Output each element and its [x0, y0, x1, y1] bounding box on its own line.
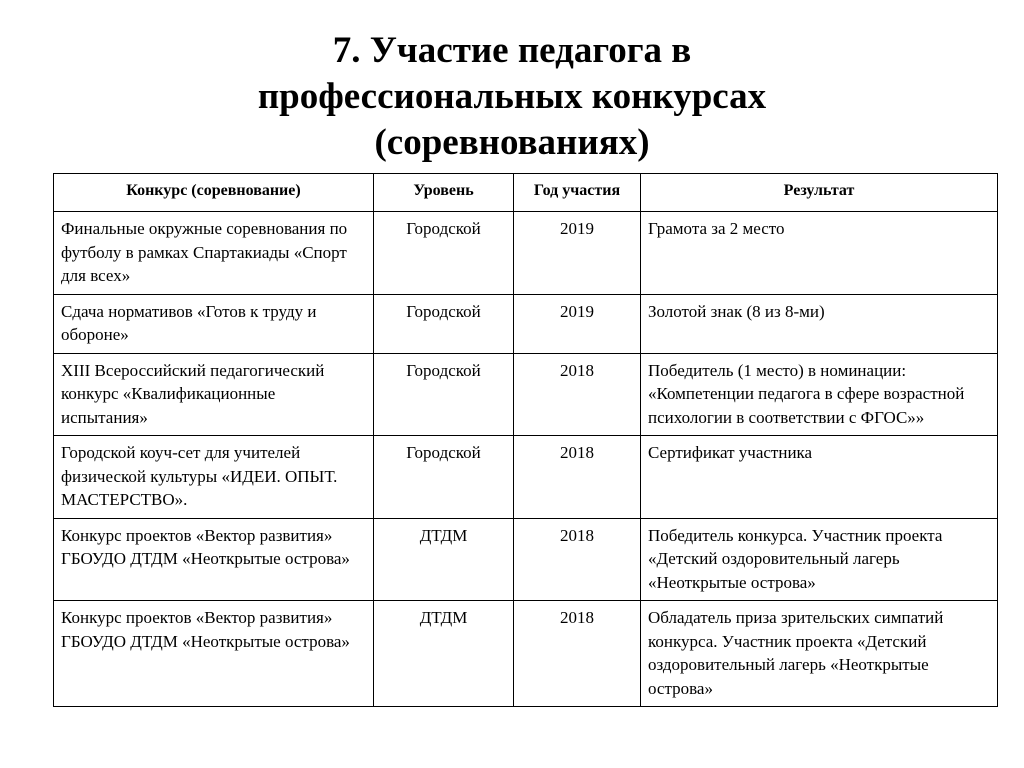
table-row: [54, 601, 998, 707]
competitions-table: [53, 173, 998, 707]
page-title: [0, 28, 1024, 166]
cell-contest: Финальные окружные соревнования по футболу в рамках Спартакиады «Спорт для всех»: [54, 212, 374, 295]
cell-year: 2018: [514, 436, 641, 519]
cell-level: Городской: [374, 353, 514, 436]
cell-level: ДТДМ: [374, 518, 514, 601]
cell-level: ДТДМ: [374, 601, 514, 707]
title-line-3: (соревнованиях): [374, 122, 650, 163]
cell-year: 2019: [514, 294, 641, 353]
cell-result: Грамота за 2 место: [641, 212, 998, 295]
header-year: Год участия: [514, 174, 641, 212]
cell-year: 2018: [514, 601, 641, 707]
header-result: Результат: [641, 174, 998, 212]
table-row: [54, 353, 998, 436]
cell-year: 2018: [514, 353, 641, 436]
table-row: [54, 518, 998, 601]
cell-result: Победитель конкурса. Участник проекта «Детский оздоровительный лагерь «Неоткрытые острова»: [641, 518, 998, 601]
cell-contest: Городской коуч-сет для учителей физической культуры «ИДЕИ. ОПЫТ. МАСТЕРСТВО».: [54, 436, 374, 519]
cell-contest: XIII Всероссийский педагогический конкурс «Квалификационные испытания»: [54, 353, 374, 436]
table-row: [54, 436, 998, 519]
cell-result: Победитель (1 место) в номинации: «Компетенции педагога в сфере возрастной психологии в соответствии с ФГОС»»: [641, 353, 998, 436]
title-line-1: 7. Участие педагога в: [332, 30, 692, 71]
cell-year: 2019: [514, 212, 641, 295]
cell-result: Сертификат участника: [641, 436, 998, 519]
cell-result: Золотой знак (8 из 8-ми): [641, 294, 998, 353]
cell-result: Обладатель приза зрительских симпатий конкурса. Участник проекта «Детский оздоровительный лагерь «Неоткрытые острова»: [641, 601, 998, 707]
cell-contest: Конкурс проектов «Вектор развития» ГБОУДО ДТДМ «Неоткрытые острова»: [54, 601, 374, 707]
table-row: [54, 212, 998, 295]
table-row: [54, 294, 998, 353]
header-level: Уровень: [374, 174, 514, 212]
title-line-2: профессиональных конкурсах: [257, 76, 767, 117]
cell-level: Городской: [374, 294, 514, 353]
table-header-row: [54, 174, 998, 212]
cell-level: Городской: [374, 436, 514, 519]
cell-year: 2018: [514, 518, 641, 601]
header-contest: Конкурс (соревнование): [54, 174, 374, 212]
cell-level: Городской: [374, 212, 514, 295]
cell-contest: Сдача нормативов «Готов к труду и обороне»: [54, 294, 374, 353]
cell-contest: Конкурс проектов «Вектор развития» ГБОУДО ДТДМ «Неоткрытые острова»: [54, 518, 374, 601]
